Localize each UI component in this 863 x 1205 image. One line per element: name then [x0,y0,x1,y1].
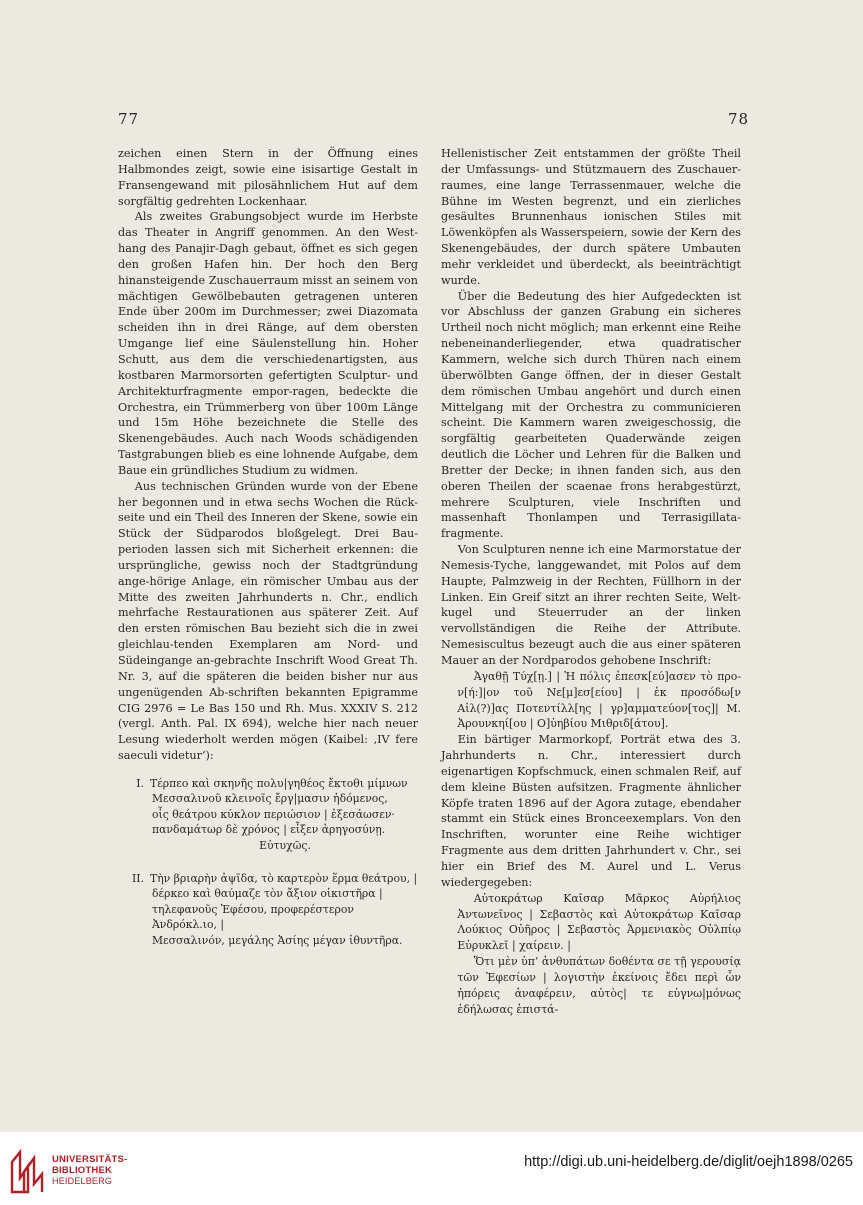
logo-line: HEIDELBERG [52,1176,113,1186]
left-column [118,146,418,948]
inscription: Ὅτι μὲν ὑπ’ ἀνθυπάτων δοθέντα σε τῇ γερουσίᾳ τῶν Ἐφεσίων | λογιστὴν ἐκείνοις ἔδει περὶ ὧν ἠπόρεις ἀναφέρειν, αὐτὸς| τε εὐγνω|μόνως ἐδήλωσας ἐπιστά- [457,955,741,1016]
greek-line: Μεσσαλινοῦ κλεινοῖς ἔργ|μασιν ἡδόμενος, [152,792,388,806]
permalink-url[interactable]: http://digi.ub.uni-heidelberg.de/diglit/oejh1898/0265 [524,1154,853,1170]
epigram-1 [118,776,418,853]
paragraph: Von Sculpturen nenne ich eine Marmorstatue der Nemesis-Tyche, langgewandet, mit Polos auf dem Haupte, Palmzweig in der Rechten, Füllhorn in der Linken. Ein Greif sitzt an ihrer rechten Seite, Welt-kugel und Steuerruder an der linken vervollständigen die Reihe der Attribute. Nemesiscultus bezeugt auch die aus einer späteren Mauer an der Nordparodos gehobene Inschrift: [441,543,741,667]
logo-line: UNIVERSITÄTS- [52,1154,128,1165]
page-number-left: 77 [118,110,140,128]
inscription: Αὐτοκράτωρ Καῖσαρ Μᾶρκος Αὐρήλιος Ἀντωνεῖνος | Σεβαστὸς καὶ Αὐτοκράτωρ Καῖσαρ Λούκιος Οὐῆρος | Σεβαστὸς Ἀρμενιακὸς Οὐλπίῳ Εὐρυκλεῖ | χαίρειν. | [457,891,741,953]
greek-line: Τέρπεο καὶ σκηνῆς πολυ|γηθέος ἔκτοθι μίμνων [150,776,408,790]
inscription: Ἀγαθῇ Τύχ[ῃ.] | Ἡ πόλις ἐπεσκ[εύ]ασεν τὸ προ-ν[ή:]|ον τοῦ Νε[μ]εσ[είου] | ἐκ προσόδω[ν Αἰλ(?)]ας Ποτεντίλλ[ης | γρ]αμματεύον[τος]| Μ. Ἀρουνκηί[ου | Ο]ὐηβίου Μιθριδ[άτου]. [457,669,741,731]
page-number-right: 78 [728,110,750,128]
epigram-2 [118,871,418,948]
greek-line: Μεσσαλινόν, μεγάλης Ἀσίης μέγαν ἰθυντῆρα. [152,933,403,947]
paragraph: Über die Bedeutung des hier Aufgedeckten ist vor Abschluss der ganzen Grabung ein sicheres Urtheil noch nicht möglich; man erkennt eine Reihe nebeneinanderliegender, etwa quadratischer Kammern, welche sich durch Thüren nach einem überwölbten Gange öffnen, der in dieser Gestalt dem römischen Umbau angehört und durch einen Mittelgang mit der Orchestra zu communicieren scheint. Die Kammern waren zweigeschossig, die sorgfältig gearbeiteten Quaderwände zeigen deutlich die Löcher und Lehren für die Balken und Bretter der Decke; in ihnen fanden sich, aus den oberen Theilen der scaenae frons herabgestürzt, mehrere Sculpturen, viele Inschriften und massenhaft Thonlampen und Terrasigillata-fragmente. [441,289,741,541]
greek-line: τηλεφανοῦς Ἐφέσου, προφερέστερον Ἀνδρόκλ.ιο, | [152,902,354,932]
university-logo-icon[interactable] [10,1148,44,1194]
footer-bar [0,1132,863,1205]
greek-line: πανδαμάτωρ δὲ χρόνος | εἶξεν ἀρηγοσύνῃ. [152,823,386,837]
greek-line: οἷς θεάτρου κύκλον περιώσιον | ἐξεσάωσεν· [152,807,395,821]
paragraph: zeichen einen Stern in der Öffnung eines Halbmondes zeigt, sowie eine isisartige Gestalt in Fransengewand mit pilosähnlichem Hut auf dem sorgfältig gedrehten Lockenhaar. [118,147,418,208]
paragraph: Aus technischen Gründen wurde von der Ebene her begonnen und in etwa sechs Wochen die Rück-seite und ein Theil des Inneren der Skene, sowie ein Stück der Südparodos bloßgelegt. Drei Bau-perioden lassen sich mit Sicherheit erkennen: die ursprüngliche, gewiss noch der Stadtgründung ange-hörige Anlage, ein römischer Umbau aus der Mitte des zweiten Jahrhunderts n. Chr., endlich mehrfache Restaurationen aus späterer Zeit. Auf den ersten römischen Bau bezieht sich die in zwei gleichlau-tenden Exemplaren am Nord- und Südeingange an-gebrachte Inschrift Wood Great Th. Nr. 3, auf die späteren die beiden bisher nur aus ungenügenden Ab-schriften bekannten Epigramme CIG 2976 = Le Bas 150 und Rh. Mus. XXXIV S. 212 (vergl. Anth. Pal. IX 694), welche hier nach neuer Lesung wiederholt werden mögen (Kaibel: ‚IV fere saeculi videtur‘): [118,479,418,763]
epigram-number: I. [136,776,144,790]
paragraph: Ein bärtiger Marmorkopf, Porträt etwa des 3. Jahrhunderts n. Chr., interessiert durch eigenartigen Kopfschmuck, einen schmalen Reif, auf dem kleine Büsten aufsitzen. Fragmente ähnlicher Köpfe traten 1896 auf der Agora zutage, ebendaher stammt ein Stück eines Bronceexemplars. Von den Inschriften, worunter eine Reihe wichtiger Fragmente aus dem dritten Jahrhundert v. Chr., sei hier ein Brief des M. Aurel und L. Verus wiedergegeben: [441,733,741,889]
greek-line: δέρκεο καὶ θαύμαζε τὸν ἄξιον οἰκιστῆρα | [152,887,383,901]
greek-line: Τὴν βριαρὴν ἀψῖδα, τὸ καρτερὸν ἕρμα θεάτρου, | [150,871,418,885]
library-name[interactable] [52,1154,127,1187]
greek-line: Εὐτυχῶς. [259,838,311,852]
logo-line: BIBLIOTHEK [52,1165,113,1176]
epigram-number: II. [132,871,144,885]
paragraph: Als zweites Grabungsobject wurde im Herbste das Theater in Angriff genommen. An den West-hang des Panajir-Dagh gebaut, öffnet es sich gegen den großen Hafen hin. Der hoch den Berg hinansteigende Zuschauerraum misst an seinem von mächtigen Gewölbebauten getragenen unteren Ende über 200m im Durchmesser; zwei Diazomata scheiden ihn in drei Ränge, auf dem obersten Umgange lief eine Säulenstellung hin. Hoher Schutt, aus dem die verschiedenartigsten, aus kostbaren Marmorsorten gefertigten Sculptur- und Architekturfragmente empor-ragen, bedeckte die Orchestra, ein Trümmerberg von über 100m Länge und 15m Höhe bezeichnete die Stelle des Skenengebäudes. Auch nach Woods schädigenden Tastgrabungen blieb es eine lohnende Aufgabe, dem Baue ein gründliches Studium zu widmen. [118,210,418,477]
paragraph: Hellenistischer Zeit entstammen der größte Theil der Umfassungs- und Stützmauern des Zuschauer-raumes, eine lange Terrassenmauer, welche die Bühne im Westen begrenzt, und ein zierliches gesäultes Brunnenhaus ionischen Stiles mit Löwenköpfen als Wasserspeiern, sowie der Kern des Skenengebäudes, der durch spätere Umbauten mehr verkleidet und überdeckt, als beeinträchtigt wurde. [441,147,741,287]
right-column [441,146,741,1017]
